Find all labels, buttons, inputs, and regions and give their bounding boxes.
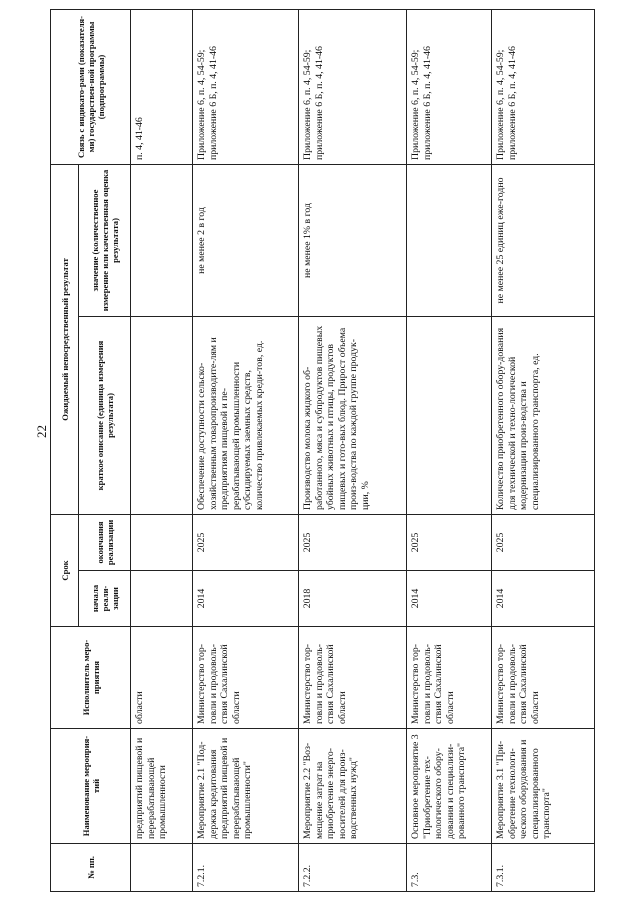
cell-link: п. 4, 41-46 — [131, 9, 193, 164]
table-row — [492, 9, 595, 891]
cell-value: не менее 2 в год — [193, 164, 299, 316]
cell-link: Приложение 6, п. 4, 54-59; приложение 6 Б, п. 4, 41-46 — [407, 9, 492, 164]
page-number: 22 — [34, 425, 49, 438]
cell-desc: Обеспечение доступности сельско-хозяйственным товаропроизводите-лям и предприятиям пищевой и пе-рерабатывающей промышленности субсидируемых заемных средств, количество привлекаемых креди-тов, ед. — [193, 316, 299, 514]
header-term: Срок — [51, 514, 79, 626]
cell-desc: Количество приобретенного обору-дования для технической и техно-логической модернизации произ-водства и специализированного транспорта, ед. — [492, 316, 595, 514]
cell-num: 7.2.2. — [299, 844, 407, 892]
cell-executor: Министерство тор-говли и продоволь-ствия Сахалинской области — [299, 627, 407, 729]
cell-executor: Министерство тор-говли и продоволь-ствия Сахалинской области — [193, 627, 299, 729]
header-result: Ожидаемый непосредственный результат — [51, 164, 79, 514]
cell-num: 7.3.1. — [492, 844, 595, 892]
cell-value: не менее 1% в год — [299, 164, 407, 316]
header-term-end: окончания реализации — [79, 514, 131, 570]
cell-desc: Производство молока жидкого об-работанного, мяса и субпродуктов пищевых убойных животных и птицы, продуктов пищевых и гото-вых блюд. Прирост объема произ-водства по каждой группе продук-ции, % — [299, 316, 407, 514]
cell-value — [407, 164, 492, 316]
cell-name: Мероприятие 2.1 "Под-держка кредитования предприятий пищевой и перерабатывающей промышленности" — [193, 729, 299, 844]
cell-desc — [407, 316, 492, 514]
cell-executor: Министерство тор-говли и продоволь-ствия Сахалинской области — [407, 627, 492, 729]
cell-link: Приложение 6, п. 4, 54-59; приложение 6 Б, п. 4, 41-46 — [492, 9, 595, 164]
rotated-table-container — [50, 10, 595, 892]
cell-value — [131, 164, 193, 316]
header-num: № пп. — [51, 844, 131, 892]
cell-start: 2014 — [492, 571, 595, 627]
cell-end: 2025 — [492, 514, 595, 570]
program-measures-table — [50, 9, 595, 892]
cell-executor: Министерство тор-говли и продоволь-ствия Сахалинской области — [492, 627, 595, 729]
cell-name: Основное мероприятие 3 "Приобретение тех-нологического обору-дования и специализи-рованного транспорта" — [407, 729, 492, 844]
header-link: Связь с индикато-рами (показателя-ми) государствен-ной программы (подпрограммы) — [51, 9, 131, 164]
cell-end: 2025 — [193, 514, 299, 570]
cell-start: 2014 — [193, 571, 299, 627]
cell-num: 7.3. — [407, 844, 492, 892]
cell-end — [131, 514, 193, 570]
cell-name: Мероприятие 2.2 "Воз-мещение затрат на приобретение энерго-носителей для произ-водственных нужд" — [299, 729, 407, 844]
header-term-start: начала реали-зации — [79, 571, 131, 627]
cell-name: Мероприятие 3.1 "При-обретение технологи-ческого оборудования и специализированного транспорта" — [492, 729, 595, 844]
cell-value: не менее 25 единиц еже-годно — [492, 164, 595, 316]
header-name: Наименование мероприя-тий — [51, 729, 131, 844]
header-executor: Исполнитель меро-приятия — [51, 627, 131, 729]
cell-start: 2018 — [299, 571, 407, 627]
cell-start — [131, 571, 193, 627]
cell-num: 7.2.1. — [193, 844, 299, 892]
table-row — [407, 9, 492, 891]
cell-link: Приложение 6, п. 4, 54-59; приложение 6 Б, п. 4, 41-46 — [193, 9, 299, 164]
header-result-value: значение (количественное измерение или качественная оценка результата) — [79, 164, 131, 316]
cell-name: предприятий пищевой и перерабатывающей промышленности — [131, 729, 193, 844]
cell-start: 2014 — [407, 571, 492, 627]
cell-end: 2025 — [407, 514, 492, 570]
header-result-desc: краткое описание (единица измерения результата) — [79, 316, 131, 514]
cell-desc — [131, 316, 193, 514]
table-row — [193, 9, 299, 891]
cell-num — [131, 844, 193, 892]
cell-end: 2025 — [299, 514, 407, 570]
cell-link: Приложение 6, п. 4, 54-59; приложение 6 Б, п. 4, 41-46 — [299, 9, 407, 164]
cell-executor: области — [131, 627, 193, 729]
table-row — [299, 9, 407, 891]
table-row — [131, 9, 193, 891]
